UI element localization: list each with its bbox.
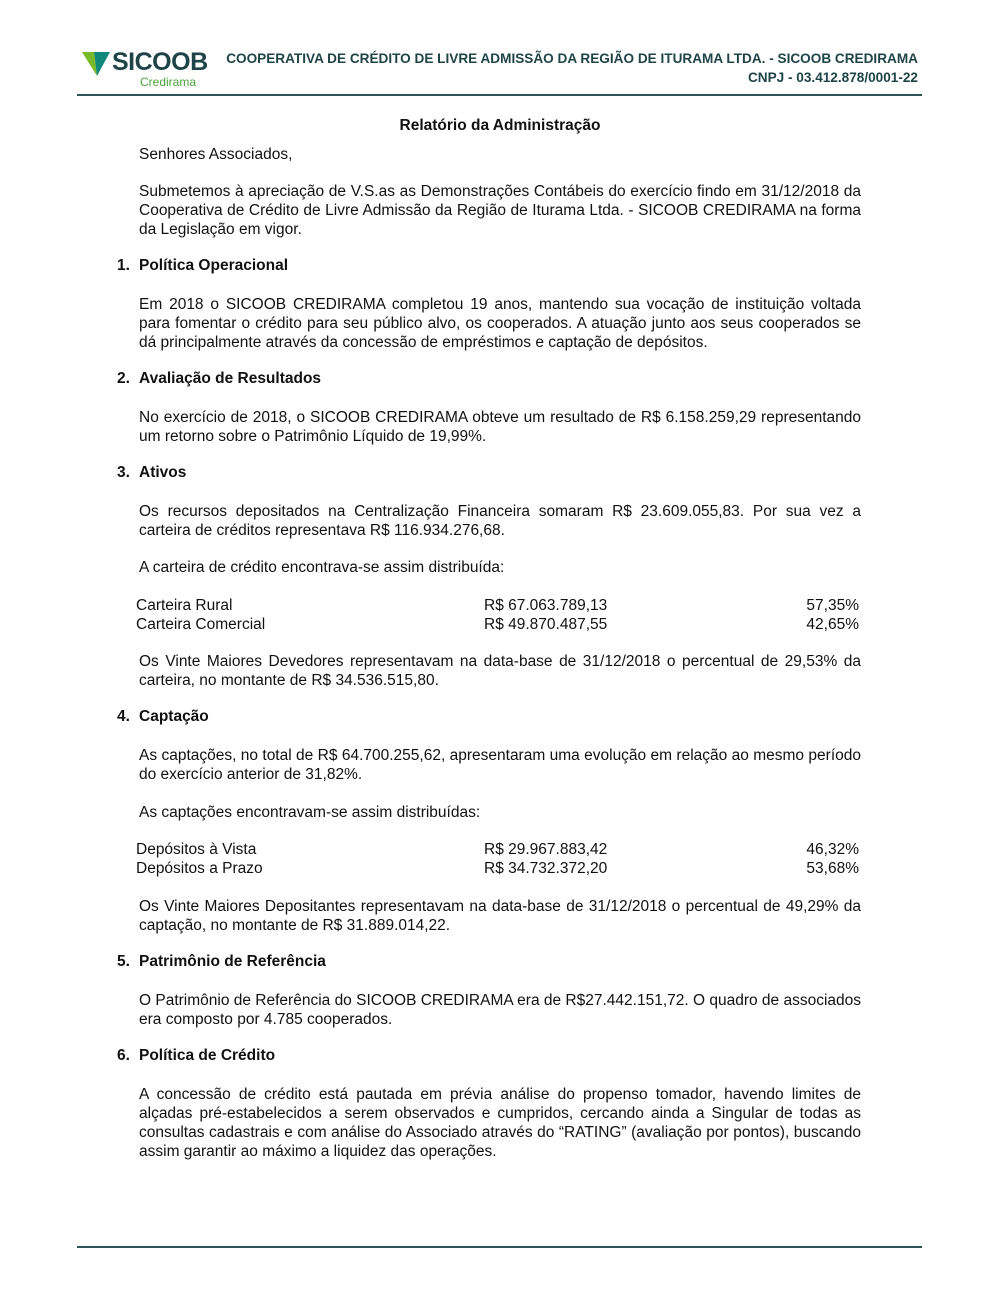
page-title: Relatório da Administração [399, 117, 601, 134]
section-heading: 1. Política Operacional [117, 257, 289, 274]
section-heading: 4. Captação [117, 708, 209, 725]
cooperative-name: COOPERATIVA DE CRÉDITO DE LIVRE ADMISSÃO DA REGIÃO DE ITURAMA LTDA. - SICOOB CREDIRAMA [226, 51, 918, 66]
logo-sub: Credirama [140, 75, 197, 89]
section-paragraph: As captações, no total de R$ 64.700.255,62, apresentaram uma evolução em relação ao mesmo período do exercício anterior de 31,82%. [139, 747, 861, 783]
section-heading: 6. Política de Crédito [117, 1047, 276, 1064]
footer-divider [77, 1246, 922, 1248]
section-heading: 3. Ativos [117, 464, 187, 481]
section-paragraph: No exercício de 2018, o SICOOB CREDIRAMA obteve um resultado de R$ 6.158.259,29 representando um retorno sobre o Patrimônio Líquido de 19,99%. [139, 409, 861, 445]
section-paragraph: As captações encontravam-se assim distribuídas: [139, 804, 481, 821]
greeting: Senhores Associados, [139, 146, 293, 163]
section-paragraph: Os Vinte Maiores Depositantes representavam na data-base de 31/12/2018 o percentual de 49,29% da captação, no montante de R$ 31.889.014,22. [139, 898, 861, 934]
intro-paragraph: Submetemos à apreciação de V.S.as as Demonstrações Contábeis do exercício findo em 31/12/2018 da Cooperativa de Crédito de Livre Admissão da Região de Iturama Ltda. - SICOOB CREDIRAMA na forma da Legislação em vigor. [139, 183, 861, 238]
cnpj: CNPJ - 03.412.878/0001-22 [747, 70, 918, 85]
logo-mark-icon [82, 50, 112, 78]
section-paragraph: A carteira de crédito encontrava-se assim distribuída: [139, 559, 505, 576]
sicoob-logo [82, 48, 207, 90]
logo-brand: SICOOB [112, 48, 208, 76]
section-paragraph: A concessão de crédito está pautada em prévia análise do propenso tomador, havendo limites de alçadas pré-estabelecidos a serem observados e cumpridos, cercando ainda a Singular de todas as consultas cadastrais e com análise do Associado através do “RATING” (avaliação por pontos), buscando assim garantir ao máximo a liquidez das operações. [139, 1086, 861, 1160]
section-heading: 5. Patrimônio de Referência [117, 953, 326, 970]
header-divider [77, 94, 922, 96]
section-paragraph: Os recursos depositados na Centralização Financeira somaram R$ 23.609.055,83. Por sua vez a carteira de créditos representava R$ 116.934.276,68. [139, 503, 861, 539]
section-paragraph: Os Vinte Maiores Devedores representavam na data-base de 31/12/2018 o percentual de 29,53% da carteira, no montante de R$ 34.536.515,80. [139, 653, 861, 689]
section-heading: 2. Avaliação de Resultados [117, 370, 322, 387]
document-page: SICOOB Credirama COOPERATIVA DE CRÉDITO DE LIVRE ADMISSÃO DA REGIÃO DE ITURAMA LTDA. - SICOOB CREDIRAMA CNPJ - 03.412.878/0001-22 Relatório da Administração Senhores Associados, Submetemos à apreciação de V.S.as as Demonstrações Contábeis do exercício findo em 31/12/2018 da Cooperativa de Crédito de Livre Admissão da Região de Iturama Ltda. - SICOOB CREDIRAMA na forma da Legislação em vigor. 1. Política Operacional Em 2018 o SICOOB CREDIRAMA completou 19 anos, mantendo sua vocação de instituição voltada para fomentar o crédito para seu público alvo, os cooperados. A atuação junto aos seus cooperados se dá principalmente através da concessão de empréstimos e captação de depósitos. 2. Avaliação de Resultados No exercício de 2018, o SICOOB CREDIRAMA obteve um resultado de R$ 6.158.259,29 representando um retorno sobre o Patrimônio Líquido de 19,99%. 3. Ativos Os recursos depositados na Centralização Financeira somaram R$ 23.609.055,83. Por sua vez a carteira de créditos representava R$ 116.934.276,68. A carteira de crédito encontrava-se assim distribuída: Carteira Rural R$ 67.063.789,13 57,35% Carteira Comercial R$ 49.870.487,55 42,65% Os Vinte Maiores Devedores representavam na data-base de 31/12/2018 o percentual de 29,53% da carteira, no montante de R$ 34.536.515,80. 4. Captação As captações, no total de R$ 64.700.255,62, apresentaram uma evolução em relação ao mesmo período do exercício anterior de 31,82%. As captações encontravam-se assim distribuídas: Depósitos à Vista R$ 29.967.883,42 46,32% Depósitos a Prazo R$ 34.732.372,20 53,68% Os Vinte Maiores Depositantes representavam na data-base de 31/12/2018 o percentual de 49,29% da captação, no montante de R$ 31.889.014,22. 5. Patrimônio de Referência O Patrimônio de Referência do SICOOB CREDIRAMA era de R$27.442.151,72. O quadro de associados era composto por 4.785 cooperados. 6. Política de Crédito A concessão de crédito está pautada em prévia análise do propenso tomador, havendo limites de alçadas pré-estabelecidos a serem observados e cumpridos, cercando ainda a Singular de todas as consultas cadastrais e com análise do Associado através do “RATING” (avaliação por pontos), buscando assim garantir ao máximo a liquidez das operações. [0, 0, 1000, 1294]
section-paragraph: Em 2018 o SICOOB CREDIRAMA completou 19 anos, mantendo sua vocação de instituição voltada para fomentar o crédito para seu público alvo, os cooperados. A atuação junto aos seus cooperados se dá principalmente através da concessão de empréstimos e captação de depósitos. [139, 296, 861, 351]
section-paragraph: O Patrimônio de Referência do SICOOB CREDIRAMA era de R$27.442.151,72. O quadro de associados era composto por 4.785 cooperados. [139, 992, 861, 1028]
